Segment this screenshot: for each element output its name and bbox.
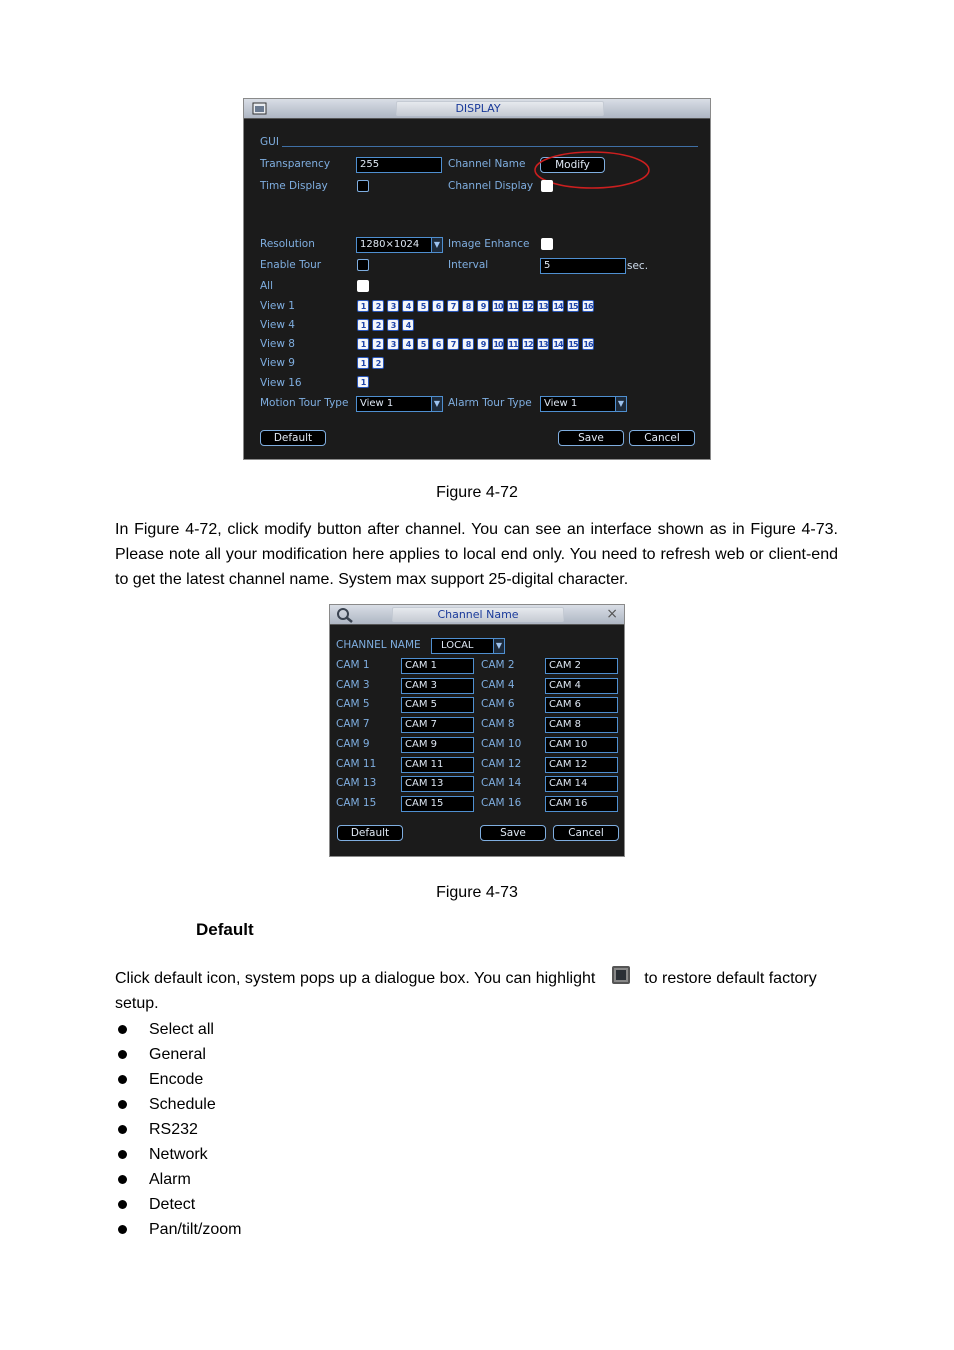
all-checkbox[interactable]: [357, 280, 369, 292]
cam-name-input[interactable]: CAM 15: [401, 796, 474, 812]
paragraph-channel-name: In Figure 4-72, click modify button after channel. You can see an interface shown as in Figure 4-73. Please note all your modification here applies to local end only. You need to refresh web or client-end to get the latest channel name. System max support 25-digital character.: [115, 521, 838, 588]
cam-name-input[interactable]: CAM 2: [545, 658, 618, 674]
cam-label: CAM 10: [481, 737, 522, 750]
view4-label: View 4: [260, 319, 295, 331]
cam-name-input[interactable]: CAM 10: [545, 737, 618, 753]
enable-tour-label: Enable Tour: [260, 259, 322, 271]
channel-number-box[interactable]: 10: [493, 302, 503, 311]
cam-name-input[interactable]: CAM 5: [401, 697, 474, 713]
paragraph-default-start: Click default icon, system pops up a dialogue box. You can highlight: [115, 970, 596, 987]
channel-number-box[interactable]: 2: [372, 319, 384, 331]
time-display-checkbox[interactable]: [357, 180, 369, 192]
paragraph-default: [115, 966, 838, 1016]
list-item: [115, 1117, 241, 1142]
list-item: [115, 1092, 241, 1117]
cam-label: CAM 6: [481, 698, 515, 711]
cam-label: CAM 8: [481, 718, 515, 731]
bullet-dot-icon: [118, 1200, 127, 1209]
channel-number-box[interactable]: 14: [553, 302, 563, 311]
list-item-text: Encode: [149, 1071, 204, 1088]
figure-72-caption: Figure 4-72: [436, 484, 518, 501]
channel-number-box[interactable]: 9: [477, 338, 489, 350]
view4-channel-list: [357, 319, 414, 331]
channel-number-box[interactable]: 12: [523, 302, 533, 311]
channel-number-box[interactable]: 4: [402, 319, 414, 331]
motion-tour-label: Motion Tour Type: [260, 397, 349, 409]
bullet-dot-icon: [118, 1050, 127, 1059]
bullet-dot-icon: [118, 1075, 127, 1084]
cam-label: CAM 4: [481, 678, 515, 691]
bullet-dot-icon: [118, 1025, 127, 1034]
resolution-label: Resolution: [260, 238, 315, 250]
list-item-text: Pan/tilt/zoom: [149, 1221, 242, 1238]
cancel-button[interactable]: Cancel: [629, 430, 695, 446]
image-enhance-label: Image Enhance: [448, 238, 530, 250]
channel-number-box[interactable]: 16: [583, 340, 593, 349]
list-item-text: Schedule: [149, 1096, 216, 1113]
channel-number-box[interactable]: 2: [372, 300, 384, 312]
channel-number-box[interactable]: 10: [493, 340, 503, 349]
channel-number-box[interactable]: 7: [447, 338, 459, 350]
bullet-dot-icon: [118, 1125, 127, 1134]
channel-number-box[interactable]: 3: [387, 300, 399, 312]
cam-label: CAM 11: [336, 757, 377, 770]
paragraph-default-end: setup.: [115, 995, 159, 1012]
cam-name-input[interactable]: CAM 11: [401, 757, 474, 773]
channel-name-label: CHANNEL NAME: [336, 639, 421, 651]
list-item: [115, 1167, 241, 1192]
list-item: [115, 1017, 241, 1042]
channel-number-box[interactable]: 13: [538, 340, 548, 349]
cam-name-input[interactable]: CAM 13: [401, 776, 474, 792]
channel-number-box[interactable]: 12: [523, 340, 533, 349]
channel-number-box[interactable]: 1: [357, 338, 369, 350]
window-icon: [252, 102, 268, 116]
list-item-text: General: [149, 1046, 206, 1063]
channel-number-box[interactable]: 1: [357, 319, 369, 331]
view9-label: View 9: [260, 357, 295, 369]
view16-label: View 16: [260, 377, 302, 389]
channel-display-label: Channel Display: [448, 180, 534, 192]
view1-label: View 1: [260, 300, 295, 312]
channel-number-box[interactable]: 15: [568, 340, 578, 349]
cam-name-input[interactable]: CAM 12: [545, 757, 618, 773]
cam-name-input[interactable]: CAM 8: [545, 717, 618, 733]
cam-name-input[interactable]: CAM 6: [545, 697, 618, 713]
tools-icon: [336, 607, 354, 623]
interval-input[interactable]: 5: [540, 258, 626, 274]
cam-name-input[interactable]: CAM 9: [401, 737, 474, 753]
channel-number-box[interactable]: 1: [357, 300, 369, 312]
transparency-label: Transparency: [260, 158, 331, 170]
time-display-label: Time Display: [260, 180, 328, 192]
image-enhance-checkbox[interactable]: [541, 238, 553, 250]
list-item-text: RS232: [149, 1121, 198, 1138]
cam-name-input[interactable]: CAM 4: [545, 678, 618, 694]
dialog-title: Channel Name: [437, 608, 519, 621]
bullet-dot-icon: [118, 1175, 127, 1184]
alarm-tour-value: View 1: [544, 398, 578, 409]
channel-number-box[interactable]: 7: [447, 300, 459, 312]
display-dialog: [243, 98, 711, 460]
section-heading: Default: [196, 920, 254, 939]
title-bar: [330, 605, 624, 625]
channel-number-box[interactable]: 16: [583, 302, 593, 311]
list-item: [115, 1067, 241, 1092]
default-button[interactable]: Default: [337, 825, 403, 841]
cam-label: CAM 15: [336, 796, 377, 809]
channel-name-label: Channel Name: [448, 158, 526, 170]
motion-tour-select[interactable]: [356, 396, 443, 412]
channel-number-box[interactable]: 2: [372, 357, 384, 369]
title-bar: [244, 99, 710, 119]
list-item-text: Detect: [149, 1196, 196, 1213]
list-item: [115, 1142, 241, 1167]
cam-label: CAM 16: [481, 796, 522, 809]
interval-label: Interval: [448, 259, 489, 271]
list-item-text: Network: [149, 1146, 208, 1163]
default-button[interactable]: Default: [260, 430, 326, 446]
cam-name-input[interactable]: CAM 3: [401, 678, 474, 694]
gui-section-label: GUI: [260, 136, 279, 148]
view16-channel-list: [357, 376, 369, 388]
channel-number-box[interactable]: 14: [553, 340, 563, 349]
cam-label: CAM 5: [336, 698, 370, 711]
channel-number-box[interactable]: 5: [417, 300, 429, 312]
channel-number-box[interactable]: 2: [372, 338, 384, 350]
cam-label: CAM 7: [336, 718, 370, 731]
channel-number-box[interactable]: 6: [432, 338, 444, 350]
cam-name-input[interactable]: CAM 1: [401, 658, 474, 674]
interval-unit: sec.: [627, 260, 649, 272]
list-item: [115, 1192, 241, 1217]
view1-channel-list: [357, 300, 594, 312]
default-options-list: [115, 1017, 241, 1242]
view9-channel-list: [357, 357, 384, 369]
cam-label: CAM 13: [336, 777, 377, 790]
view8-label: View 8: [260, 338, 295, 350]
channel-number-box[interactable]: 3: [387, 338, 399, 350]
channel-number-box[interactable]: 4: [402, 338, 414, 350]
channel-number-box[interactable]: 13: [538, 302, 548, 311]
channel-number-box[interactable]: 11: [508, 340, 518, 349]
channel-number-box[interactable]: 6: [432, 300, 444, 312]
channel-number-box[interactable]: 11: [508, 302, 518, 311]
alarm-tour-select[interactable]: [540, 396, 627, 412]
resolution-select[interactable]: [356, 237, 443, 253]
channel-number-box[interactable]: 1: [357, 376, 369, 388]
list-item-text: Select all: [149, 1021, 214, 1038]
channel-number-box[interactable]: 15: [568, 302, 578, 311]
alarm-tour-label: Alarm Tour Type: [448, 397, 532, 409]
cam-name-input[interactable]: CAM 14: [545, 776, 618, 792]
cam-label: CAM 9: [336, 737, 370, 750]
local-value: LOCAL: [441, 640, 474, 651]
default-square-icon: [612, 966, 630, 984]
channel-number-box[interactable]: 8: [462, 338, 474, 350]
view8-channel-list: [357, 338, 594, 350]
cam-name-input[interactable]: CAM 16: [545, 796, 618, 812]
cam-label: CAM 2: [481, 659, 515, 671]
resolution-value: 1280×1024: [360, 239, 420, 250]
dialog-title: DISPLAY: [455, 102, 501, 115]
channel-number-box[interactable]: 5: [417, 338, 429, 350]
bullet-dot-icon: [118, 1225, 127, 1234]
cancel-button[interactable]: Cancel: [553, 825, 619, 841]
channel-number-box[interactable]: 4: [402, 300, 414, 312]
cam-label: CAM 1: [336, 659, 370, 671]
channel-name-dialog: [329, 604, 625, 857]
close-icon[interactable]: ×: [606, 606, 618, 622]
transparency-input[interactable]: 255: [356, 157, 442, 173]
local-select[interactable]: [431, 638, 505, 654]
save-button[interactable]: Save: [480, 825, 546, 841]
chevron-down-icon[interactable]: ▼: [431, 238, 442, 252]
gui-separator: [282, 146, 698, 147]
save-button[interactable]: Save: [558, 430, 624, 446]
channel-display-checkbox[interactable]: [541, 180, 553, 192]
cam-name-input[interactable]: CAM 7: [401, 717, 474, 733]
cam-label: CAM 14: [481, 777, 522, 790]
paragraph-default-rest: to restore default factory: [644, 970, 817, 987]
all-label: All: [260, 280, 274, 292]
bullet-dot-icon: [118, 1100, 127, 1109]
list-item: [115, 1042, 241, 1067]
channel-number-box[interactable]: 1: [357, 357, 369, 369]
chevron-down-icon[interactable]: ▼: [615, 397, 626, 411]
list-item-text: Alarm: [149, 1171, 191, 1188]
enable-tour-checkbox[interactable]: [357, 259, 369, 271]
chevron-down-icon[interactable]: ▼: [493, 639, 504, 653]
channel-number-box[interactable]: 8: [462, 300, 474, 312]
figure-73-caption: Figure 4-73: [436, 884, 518, 901]
modify-button[interactable]: Modify: [540, 157, 605, 173]
motion-tour-value: View 1: [360, 398, 394, 409]
channel-number-box[interactable]: 9: [477, 300, 489, 312]
list-item: [115, 1217, 241, 1242]
bullet-dot-icon: [118, 1150, 127, 1159]
cam-label: CAM 12: [481, 757, 522, 770]
chevron-down-icon[interactable]: ▼: [431, 397, 442, 411]
cam-label: CAM 3: [336, 678, 370, 691]
channel-number-box[interactable]: 3: [387, 319, 399, 331]
